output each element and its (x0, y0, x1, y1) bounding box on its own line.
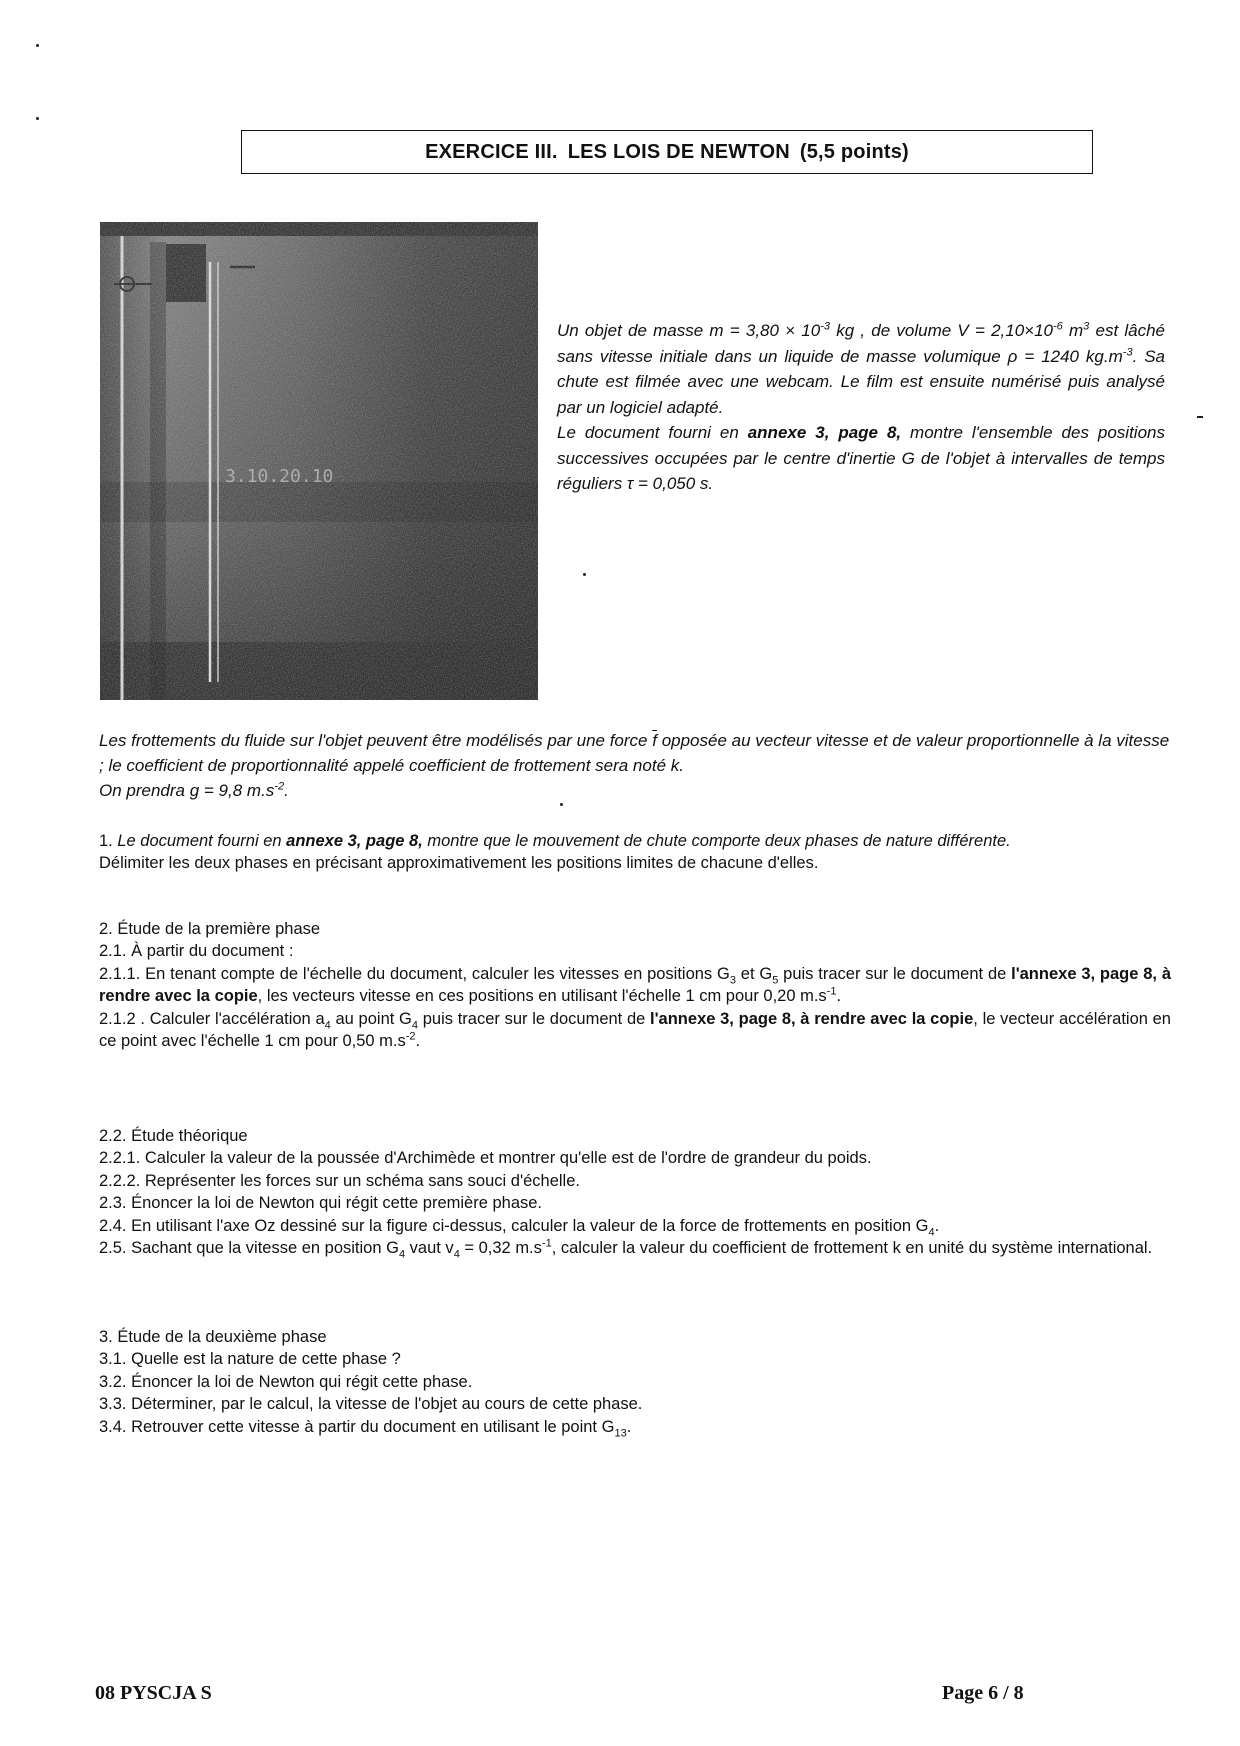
scan-speck (36, 44, 39, 47)
exercise-title (241, 130, 1093, 174)
experiment-photo (100, 222, 538, 700)
question-2-2: 2.2. Étude théorique 2.2.1. Calculer la valeur de la poussée d'Archimède et montrer qu'elle est de l'ordre de grandeur du poids. 2.2.2. Représenter les forces sur un schéma sans souci d'échelle. 2.3. Énoncer la loi de Newton qui régit cette première phase. 2.4. En utilisant l'axe Oz dessiné sur la figure ci-dessus, calculer la valeur de la force de frottements en position $G_4$. 2.5. Sachant que la vitesse en position $G_4$ vaut $v_4 = 0,32$ $m.s^{-1}$, calculer la valeur du coefficient de frottement k en unité du système international. (99, 1125, 1171, 1259)
section-2-2-heading: 2.2. Étude théorique (99, 1127, 248, 1145)
friction-text (99, 728, 1171, 803)
page-number: Page 6 / 8 (942, 1682, 1024, 1704)
section-2-heading: 2. Étude de la première phase (99, 920, 321, 938)
exercise-points: (5,5 points) (799, 140, 909, 163)
question-2: 2. Étude de la première phase 2.1. À partir du document : 2.1.1. En tenant compte de l'échelle du document, calculer les vitesses en positions $G_3$ et $G_5$ puis tracer sur le document de l'annexe 3, page 8, à rendre avec la copie, les vecteurs vitesse en ces positions en utilisant l'échelle 1 cm pour 0,20 $m.s^{-1}$. 2.1.2 . Calculer l'accélération $a_4$ au point $G_4$ puis tracer sur le document de l'annexe 3, page 8, à rendre avec la copie, le vecteur accélération en ce point avec l'échelle 1 cm pour 0,50 $m.s^{-2}$. (99, 918, 1171, 1052)
scan-speck (36, 117, 39, 120)
scan-speck (1197, 416, 1203, 418)
intro-paragraph-1: Un objet de masse $m = 3,80 \times 10^{-3}$ kg , de volume $V = 2,10\times 10^{-6}$ $m^3$ est lâché sans vitesse initiale dans un liquide de masse volumique ρ = 1240 $kg.m^{-3}$. Sa chute est filmée avec une webcam. Le film est ensuite numérisé puis analysé par un logiciel adapté. (557, 320, 1166, 417)
friction-statement: Les frottements du fluide sur l'objet peuvent être modélisés par une force $\overline{f}$ opposée au vecteur vitesse et de valeur proportionnelle à la vitesse ; le coefficient de proportionnalité appelé coefficient de frottement sera noté k. (99, 731, 1170, 775)
intro-paragraph-2: Le document fourni en annexe 3, page 8, montre l'ensemble des positions successives occupées par le centre d'inertie G de l'objet à intervalles de temps réguliers τ = 0,050 s. (557, 423, 1165, 493)
question-2-1-2: 2.1.2 . Calculer l'accélération $a_4$ au point $G_4$ puis tracer sur le document de l'annexe 3, page 8, à rendre avec la copie, le vecteur accélération en ce point avec l'échelle 1 cm pour 0,50 $m.s^{-2}$. (99, 1009, 1171, 1051)
footer-code: 08 PYSCJA S (95, 1682, 212, 1704)
question-2-1-1: 2.1.1. En tenant compte de l'échelle du document, calculer les vitesses en positions $G_3$ et $G_5$ puis tracer sur le document de l'annexe 3, page 8, à rendre avec la copie, les vecteurs vitesse en ces positions en utilisant l'échelle 1 cm pour 0,20 $m.s^{-1}$. (99, 964, 1171, 1006)
question-3: 3. Étude de la deuxième phase 3.1. Quelle est la nature de cette phase ? 3.2. Énoncer la loi de Newton qui régit cette phase. 3.3. Déterminer, par le calcul, la vitesse de l'objet au cours de cette phase. 3.4. Retrouver cette vitesse à partir du document en utilisant le point $G_{13}$. (99, 1326, 1171, 1438)
section-3-heading: 3. Étude de la deuxième phase (99, 1328, 327, 1346)
gravity-value: On prendra g = 9,8 $m.s^{-2}$. (99, 780, 289, 800)
scan-speck (560, 803, 563, 806)
exercise-subject: LES LOIS DE NEWTON (567, 140, 790, 163)
exercise-number: EXERCICE III. (425, 140, 558, 163)
force-f-symbol: $\overline{f}$ (652, 731, 657, 750)
scan-speck (583, 573, 586, 576)
intro-text (557, 318, 1165, 497)
question-1: 1. Le document fourni en annexe 3, page 8, montre que le mouvement de chute comporte deux phases de nature différente. Délimiter les deux phases en précisant approximativement les positions limites de chacune d'elles. (99, 832, 1011, 873)
